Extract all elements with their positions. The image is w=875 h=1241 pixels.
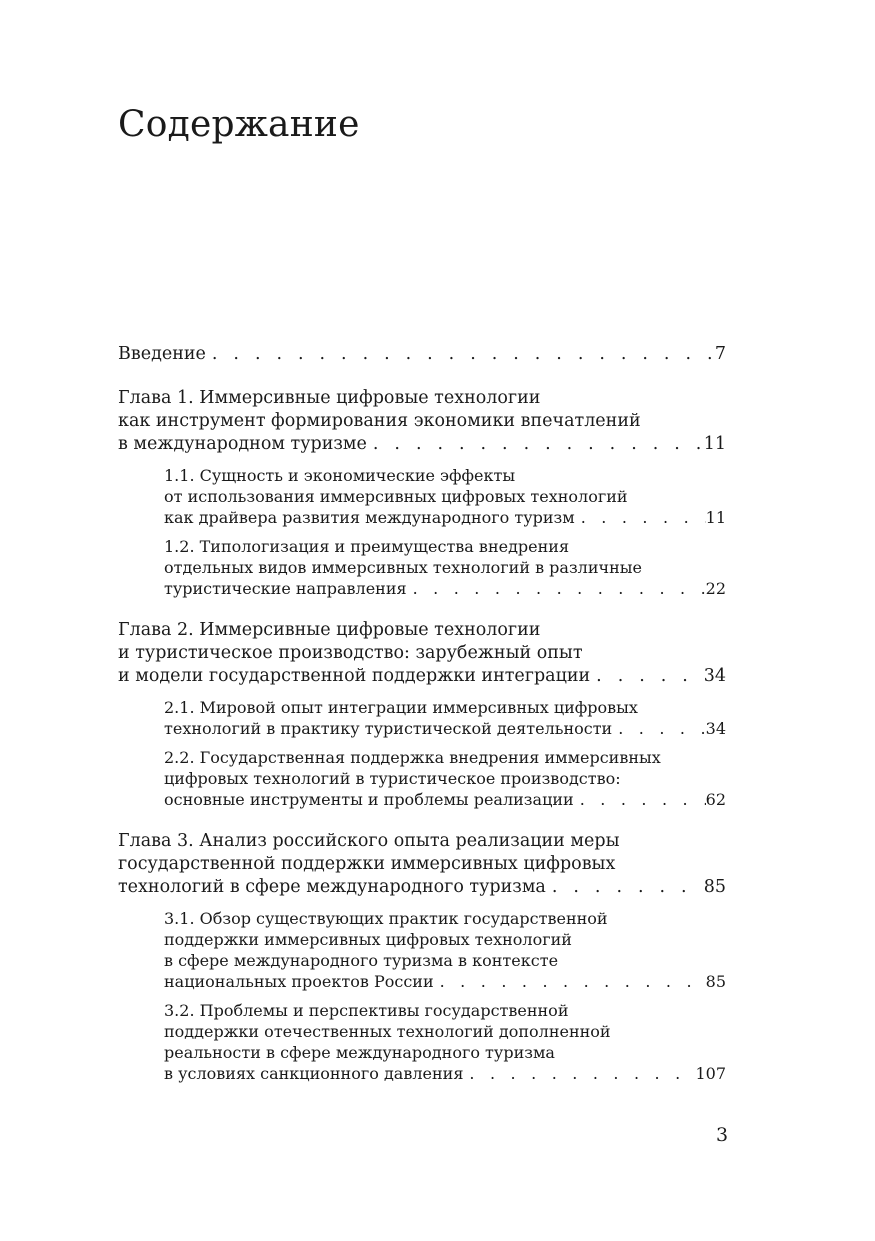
toc-entry-section-1-2[interactable] (164, 536, 726, 599)
toc-entry-section-3-1[interactable] (164, 908, 726, 992)
toc-entry-chapter-3[interactable] (118, 830, 726, 899)
dot-leader (367, 433, 704, 456)
toc-entry-line: 3.2. Проблемы и перспективы государственной (164, 1001, 569, 1020)
toc-entry-line: национальных проектов России (164, 972, 434, 991)
toc-entry-chapter-1[interactable] (118, 387, 726, 456)
toc-entry-line: поддержки отечественных технологий дополненной (164, 1022, 611, 1041)
toc-entry-line: 2.1. Мировой опыт интеграции иммерсивных цифровых (164, 698, 638, 717)
dot-leader (206, 343, 715, 366)
page-title: Содержание (118, 104, 360, 145)
toc-entry-line: технологий в практику туристической деятельности (164, 719, 613, 738)
toc-entry-section-2-1[interactable] (164, 697, 726, 739)
toc-entry-line: технологий в сфере международного туризма (118, 877, 546, 897)
dot-leader (463, 1063, 695, 1084)
toc-entry-line: поддержки иммерсивных цифровых технологий (164, 930, 572, 949)
toc-page-number: 11 (703, 434, 726, 454)
toc-page-number: 62 (705, 790, 726, 809)
toc-page-number: 11 (705, 508, 726, 527)
toc-page-number: 34 (703, 666, 726, 686)
toc-page-number: 34 (705, 719, 726, 738)
toc-entry-line: туристические направления (164, 579, 407, 598)
dot-leader (407, 578, 706, 599)
dot-leader (590, 665, 704, 688)
toc-entry-line: и туристическое производство: зарубежный опыт (118, 643, 583, 663)
toc-entry-line: от использования иммерсивных цифровых технологий (164, 487, 628, 506)
toc-entry-line: как инструмент формирования экономики впечатлений (118, 411, 641, 431)
toc-entry-line: 2.2. Государственная поддержка внедрения иммерсивных (164, 748, 661, 767)
toc-entry-title: Введение (118, 344, 206, 364)
toc-entry-line: и модели государственной поддержки интеграции (118, 666, 591, 686)
toc-entry-chapter-2[interactable] (118, 619, 726, 688)
dot-leader (612, 718, 705, 739)
toc-entry-line: как драйвера развития международного туризм (164, 508, 575, 527)
table-of-contents (118, 343, 726, 1084)
toc-entry-section-3-2[interactable] (164, 1000, 726, 1084)
toc-entry-line: Глава 3. Анализ российского опыта реализации меры (118, 831, 620, 851)
dot-leader (546, 876, 704, 899)
toc-entry-line: в международном туризме (118, 434, 367, 454)
toc-page-number: 7 (714, 344, 726, 364)
toc-page-number: 85 (703, 877, 726, 897)
toc-entry-line: 1.2. Типологизация и преимущества внедрения (164, 537, 570, 556)
toc-entry-introduction[interactable] (118, 343, 726, 366)
toc-entry-line: 1.1. Сущность и экономические эффекты (164, 466, 516, 485)
toc-page-number: 22 (705, 579, 726, 598)
toc-entry-line: 3.1. Обзор существующих практик государственной (164, 909, 608, 928)
dot-leader (575, 507, 706, 528)
toc-entry-line: реальности в сфере международного туризма (164, 1043, 555, 1062)
toc-entry-line: Глава 1. Иммерсивные цифровые технологии (118, 388, 541, 408)
toc-entry-section-1-1[interactable] (164, 465, 726, 528)
toc-entry-line: в условиях санкционного давления (164, 1064, 464, 1083)
toc-entry-line: цифровых технологий в туристическое производство: (164, 769, 621, 788)
toc-page-number: 107 (695, 1064, 726, 1083)
dot-leader (434, 971, 706, 992)
toc-entry-line: основные инструменты и проблемы реализации (164, 790, 574, 809)
toc-page-number: 85 (705, 972, 726, 991)
toc-entry-line: государственной поддержки иммерсивных цифровых (118, 854, 616, 874)
toc-entry-line: в сфере международного туризма в контексте (164, 951, 559, 970)
toc-entry-line: Глава 2. Иммерсивные цифровые технологии (118, 620, 541, 640)
dot-leader (574, 789, 706, 810)
toc-entry-line: отдельных видов иммерсивных технологий в различные (164, 558, 642, 577)
page-number: 3 (716, 1124, 729, 1146)
toc-entry-section-2-2[interactable] (164, 747, 726, 810)
